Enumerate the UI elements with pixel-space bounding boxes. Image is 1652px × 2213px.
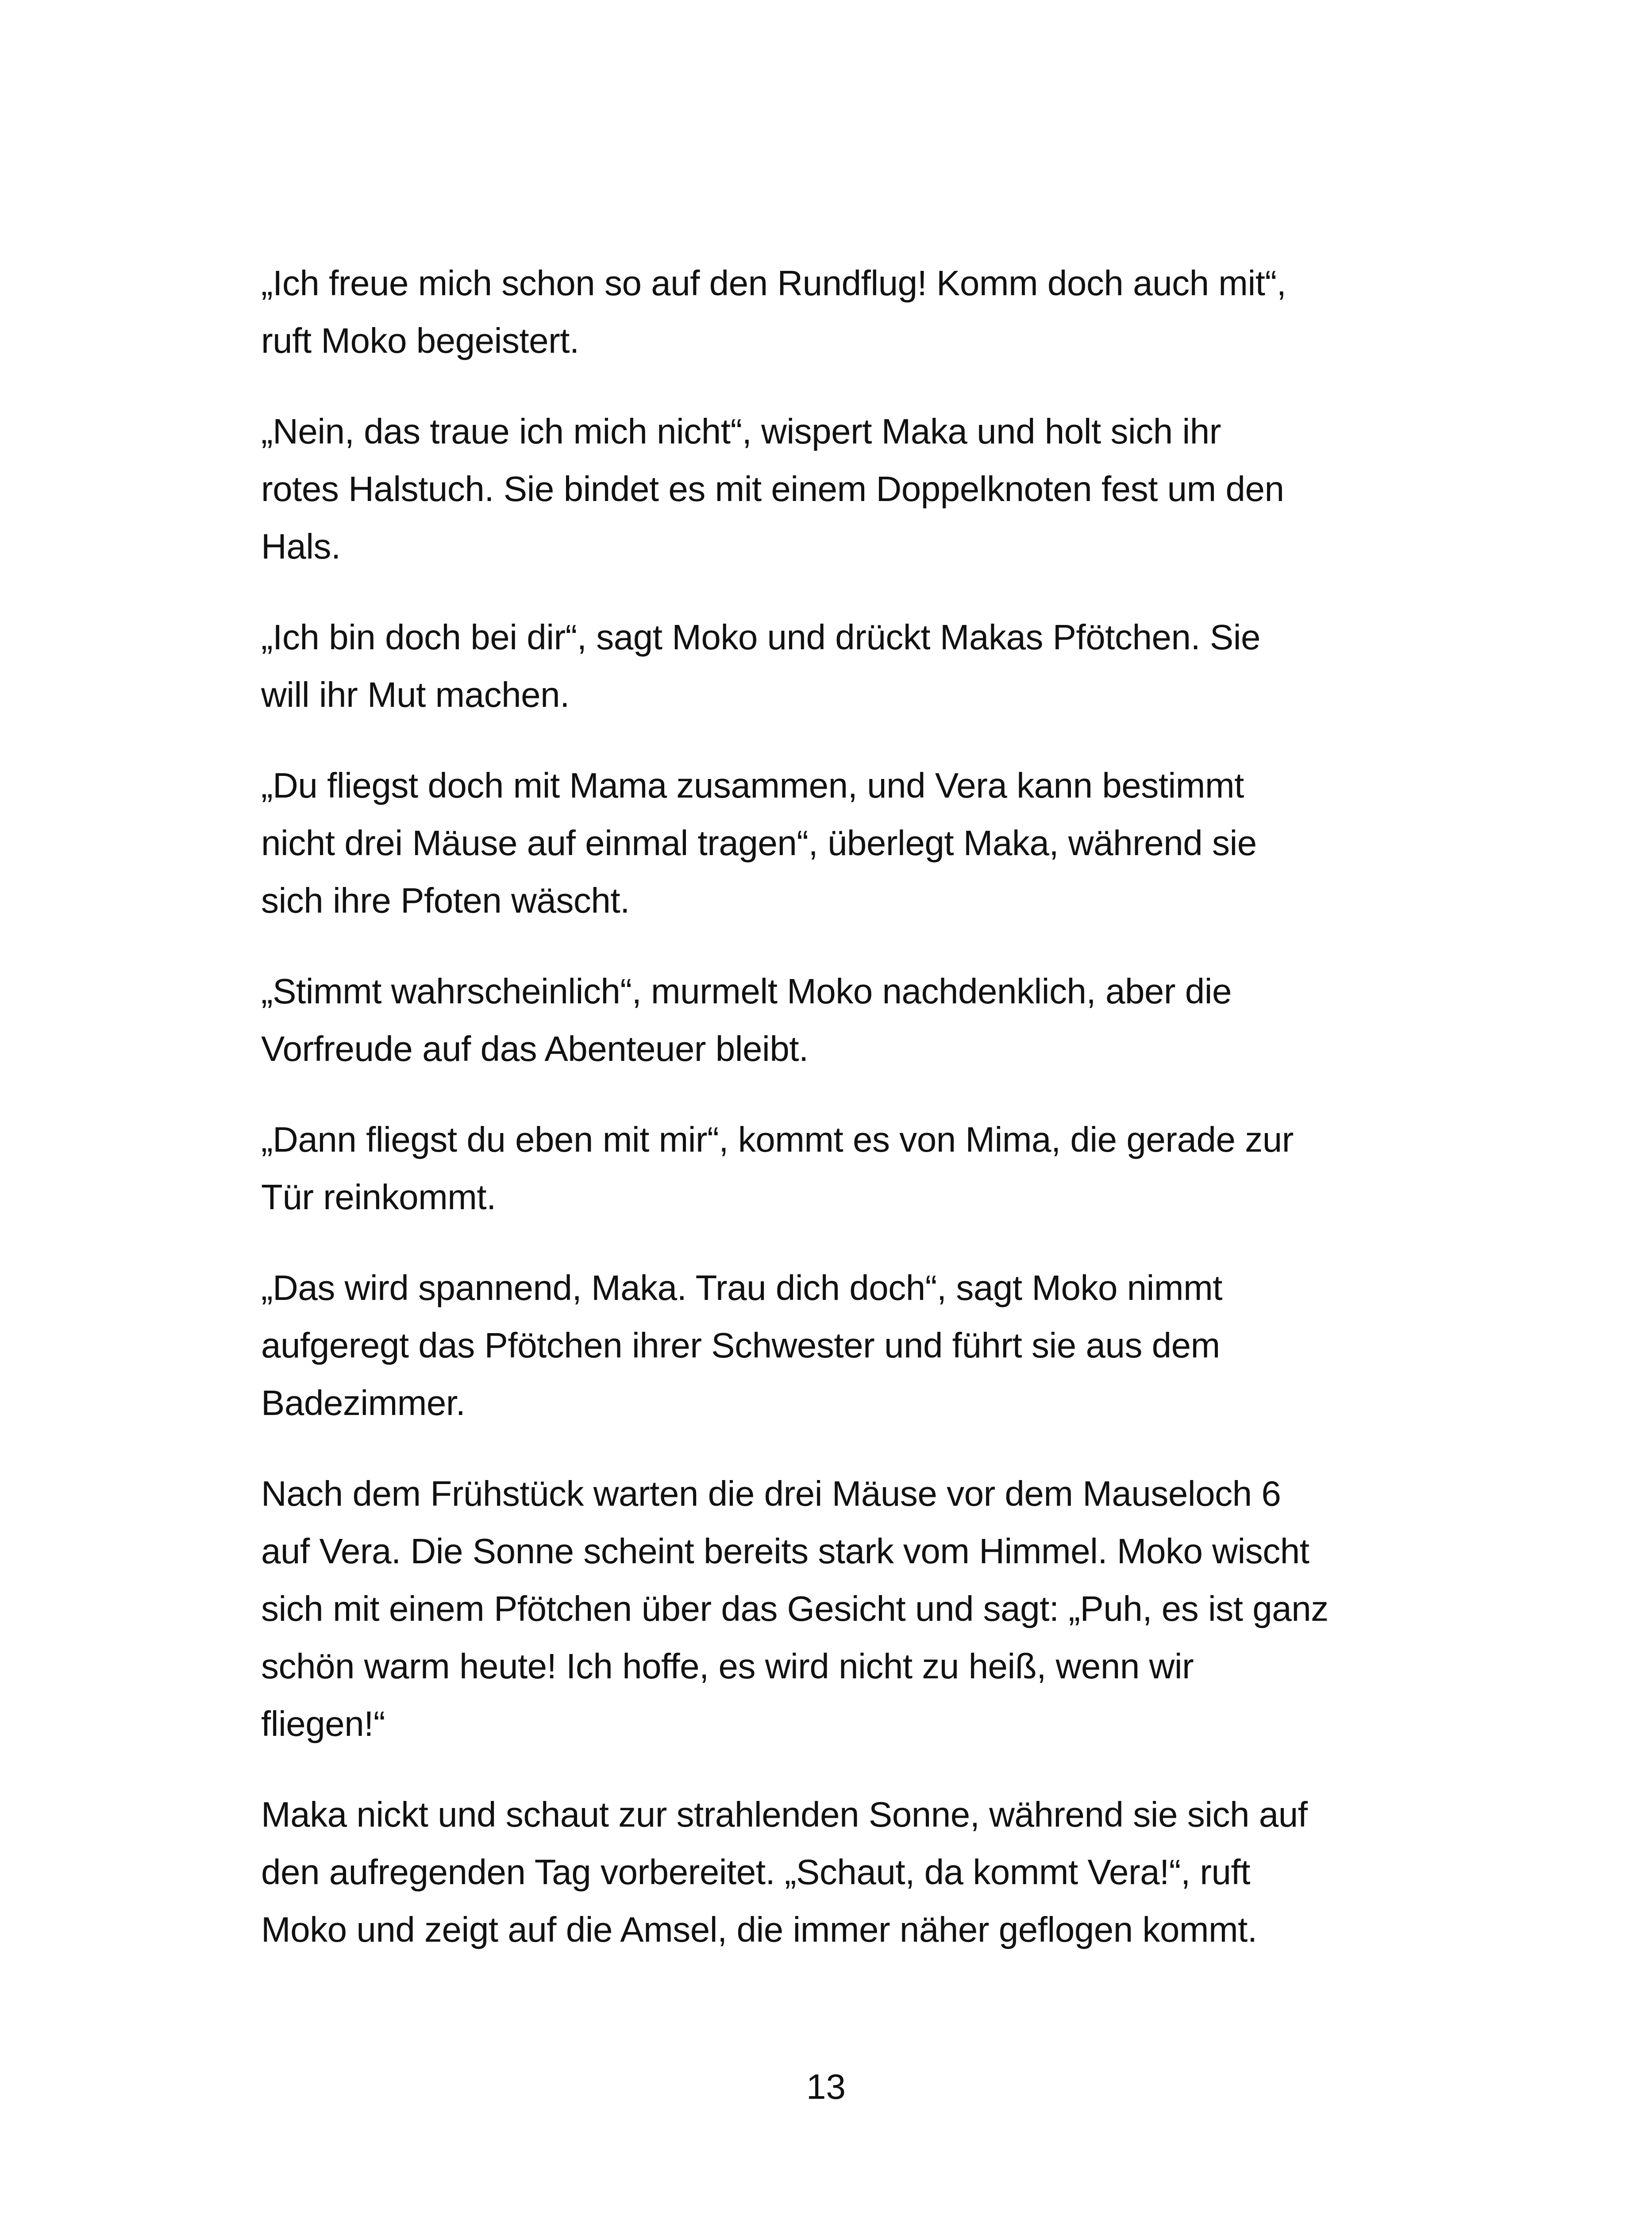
story-text [261,254,1394,1992]
paragraph-6: „Dann fliegst du eben mit mir“, kommt es von Mima, die gerade zur Tür reinkommt. [261,1120,1294,1217]
paragraph-3: „Ich bin doch bei dir“, sagt Moko und drückt Makas Pfötchen. Sie will ihr Mut machen. [261,617,1261,714]
paragraph-4: „Du fliegst doch mit Mama zusammen, und Vera kann bestimmt nicht drei Mäuse auf einmal tragen“, überlegt Maka, während sie sich ihre Pfoten wäscht. [261,766,1257,920]
paragraph-5: „Stimmt wahrscheinlich“, murmelt Moko nachdenklich, aber die Vorfreude auf das Abenteuer bleibt. [261,972,1232,1068]
paragraph-8: Nach dem Frühstück warten die drei Mäuse vor dem Mauseloch 6 auf Vera. Die Sonne scheint bereits stark vom Himmel. Moko wischt sich mit einem Pfötchen über das Gesicht und sagt: „Puh, es ist ganz schön warm heute! Ich hoffe, es wird nicht zu heiß, wenn wir fliegen!“ [261,1474,1329,1743]
paragraph-2: „Nein, das traue ich mich nicht“, wispert Maka und holt sich ihr rotes Halstuch. Sie bindet es mit einem Doppelknoten fest um den Hals. [261,412,1284,566]
paragraph-1: „Ich freue mich schon so auf den Rundflug! Komm doch auch mit“, ruft Moko begeistert. [261,263,1286,360]
page-number: 13 [806,2067,846,2106]
paragraph-9: Maka nickt und schaut zur strahlenden Sonne, während sie sich auf den aufregenden Tag vorbereitet. „Schaut, da kommt Vera!“, ruft Moko und zeigt auf die Amsel, die immer näher geflogen kommt. [261,1795,1308,1949]
paragraph-7: „Das wird spannend, Maka. Trau dich doch“, sagt Moko nimmt aufgeregt das Pfötchen ihrer Schwester und führt sie aus dem Badezimmer. [261,1268,1222,1423]
